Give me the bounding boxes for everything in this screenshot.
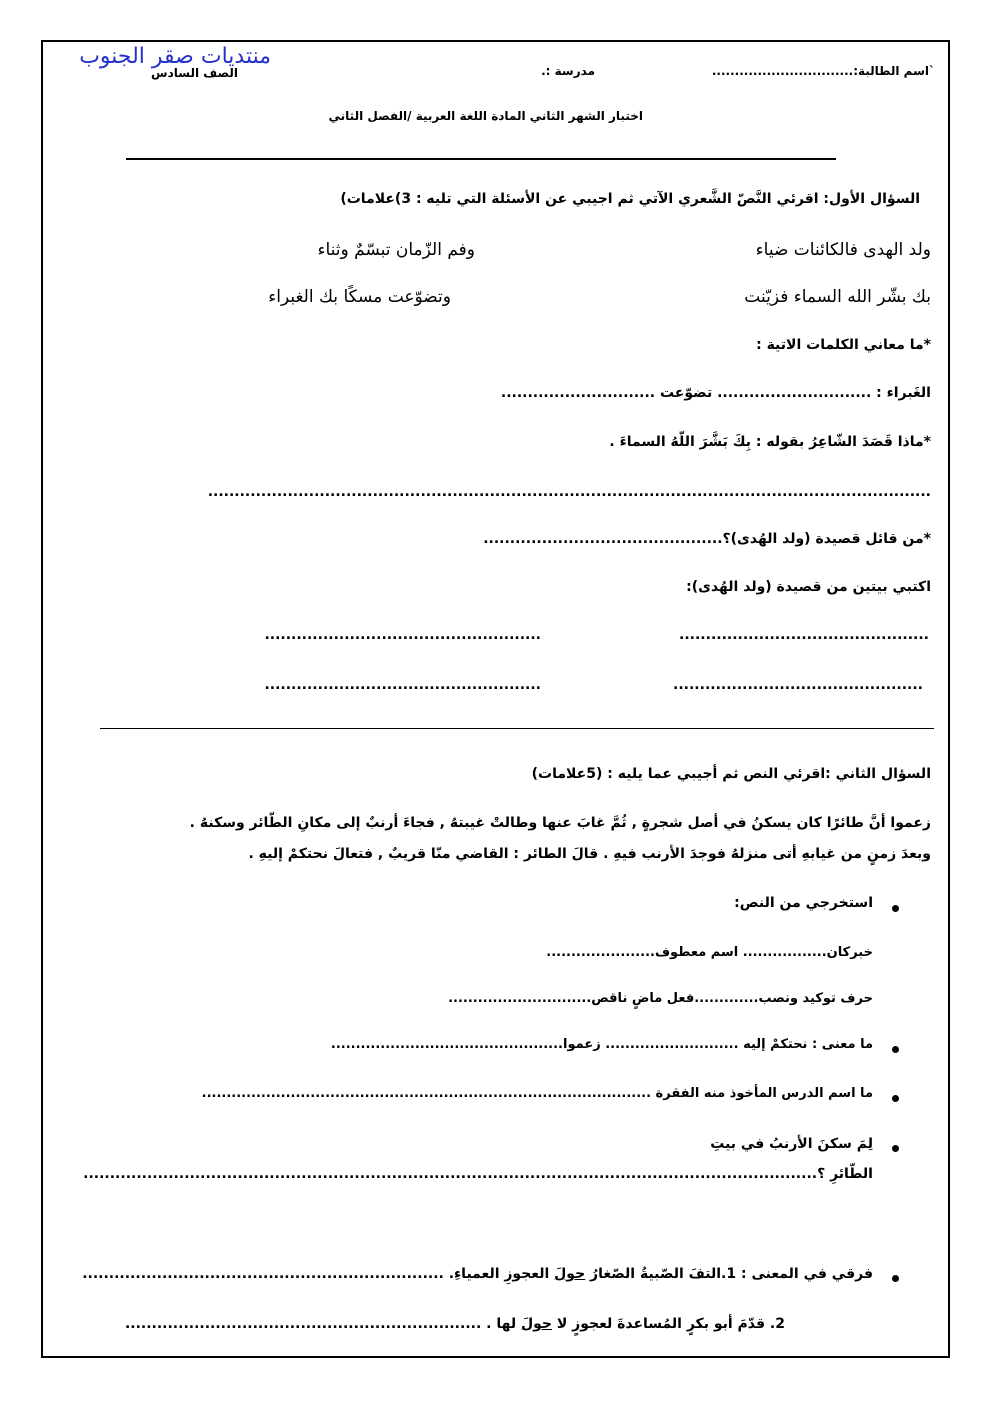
school-label: مدرسة :. xyxy=(541,64,595,78)
verse-answer-line[interactable]: .................................................... xyxy=(264,677,541,693)
bullet-icon xyxy=(892,1046,899,1053)
passage-line: وبعدَ زمنٍ من غيابهِ أتى منزلهُ فوجدَ الأرنب فيهِ . قالَ الطائر : القاضي منّا قريبٌ , فتعالَ نحتكمْ إليهِ . xyxy=(248,846,931,862)
difference-answer-blank: لها . ................................................................... xyxy=(124,1316,521,1332)
underlined-word: حولَ xyxy=(520,1316,552,1332)
poem-author-question[interactable]: *من قائل قصيدة (ولد الهُدى)؟............................................. xyxy=(483,531,931,547)
verse-answer-line[interactable]: ............................................... xyxy=(679,627,929,643)
why-answer-line[interactable]: الطّائرِ ؟.......................................................................................................................................... xyxy=(83,1166,873,1182)
bullet-icon xyxy=(892,1145,899,1152)
section-divider xyxy=(100,728,934,729)
q2-heading: السؤال الثاني :اقرئي النص ثم أجيبي عما يليه : (5علامات) xyxy=(531,766,931,782)
lesson-name-line[interactable]: ما اسم الدرس المأخوذ منه الفقرة ........................................................................................... xyxy=(201,1086,873,1101)
q1-heading: السؤال الأول: اقرئي النَّصّ الشَّعري الآتي ثم اجيبي عن الأسئلة التي تليه : 3)علامات) xyxy=(340,191,920,207)
write-verses-prompt: اكتبي بيتين من قصيدة (ولد الهُدى): xyxy=(686,579,931,595)
bullet-icon xyxy=(892,1095,899,1102)
passage-line: زعموا أنَّ طائرًا كان يسكنُ في أصل شجرةٍ , ثُمَّ غابَ عنها وطالتْ غيبتهُ , فجاءَ أرنبٌ إلى مكانِ الطّائر وسكنهُ . xyxy=(189,815,931,831)
grade-label: الصف السادس xyxy=(151,66,238,80)
why-question: لِمَ سكنَ الأرنبُ في بيتِ xyxy=(710,1136,873,1152)
forum-watermark: منتديات صقر الجنوب xyxy=(79,44,271,69)
bullet-icon xyxy=(892,905,899,912)
extract-answer-line[interactable]: حرف توكيد ونصب.............فعل ماضٍ ناقص............................. xyxy=(448,991,873,1006)
vocab-prompt: *ما معاني الكلمات الاتية : xyxy=(756,337,931,353)
meaning-difference-line1[interactable] xyxy=(82,1266,873,1282)
poem-verse2-first-hemistich: بك بشّر الله السماء فزيّنت xyxy=(744,287,931,307)
bullet-icon xyxy=(892,1275,899,1282)
difference-sentence-text: فرقي في المعنى : 1.التفَ الصّبيةُ الصّغارُ xyxy=(585,1266,873,1282)
difference-answer-blank: العجوزِ العمياءِ. .................................................................... xyxy=(82,1266,555,1282)
exam-title: اختبار الشهر الثاني المادة اللغة العربية /الفصل الثاني xyxy=(328,109,643,123)
poet-meaning-prompt: *ماذا قَصَدَ الشّاعِرُ بقوله : بِكَ بَشَّرَ اللّهُ السماءَ . xyxy=(609,434,931,450)
header-divider xyxy=(126,158,836,160)
meaning-difference-line2[interactable] xyxy=(125,1316,785,1332)
poet-meaning-answer-line[interactable]: ........................................................................................................................................ xyxy=(207,484,931,500)
student-name-field[interactable]: `اسم الطالبة:............................... xyxy=(711,64,935,78)
poem-verse1-second-hemistich: وفم الزّمان تبسّمٌ وثناء xyxy=(317,240,475,260)
vocab-answer-line[interactable]: الغَبراء : ............................. تضوّعت ............................. xyxy=(500,385,931,401)
verse-answer-line[interactable]: .................................................... xyxy=(264,627,541,643)
page-border xyxy=(41,40,950,1358)
poem-verse1-first-hemistich: ولد الهدى فالكائنات ضياء xyxy=(755,240,931,260)
extract-answer-line[interactable]: خبركان................. اسم معطوف...................... xyxy=(546,945,873,960)
verse-answer-line[interactable]: ............................................... xyxy=(673,677,923,693)
extract-prompt: استخرجي من النص: xyxy=(734,895,873,911)
poem-verse2-second-hemistich: وتضوّعت مسكًا بك الغبراء xyxy=(268,287,451,307)
underlined-word: حولَ xyxy=(554,1266,586,1282)
word-meaning-line[interactable]: ما معنى : نحتكمْ إليه ........................... زعموا............................................... xyxy=(330,1037,873,1052)
difference-sentence-text: 2. قدّمَ أبو بكرٍ المُساعدةَ لعجوزٍ لا xyxy=(551,1316,785,1332)
